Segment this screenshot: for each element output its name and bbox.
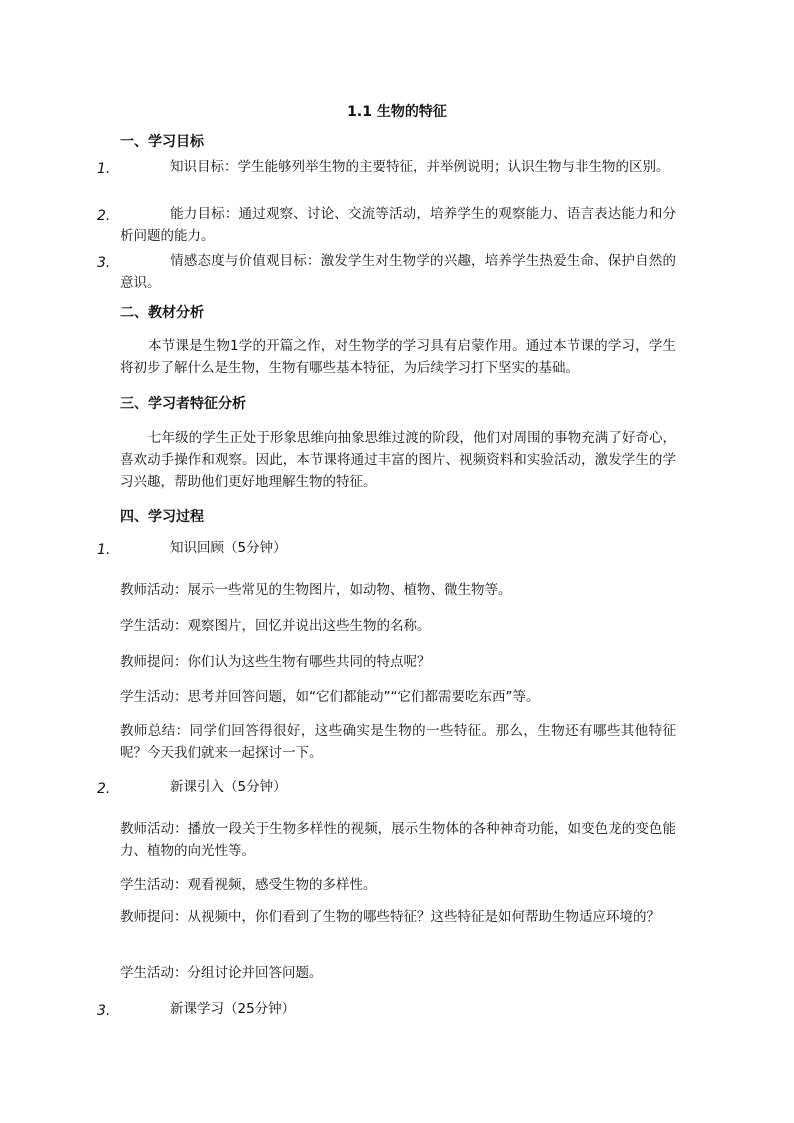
section-heading-process: 四、学习过程 bbox=[120, 509, 204, 525]
activity-line: 教师提问：你们认为这些生物有哪些共同的特点呢？ bbox=[120, 654, 431, 670]
goal-item-ability bbox=[120, 203, 676, 247]
activity-line: 教师提问：从视频中，你们看到了生物的哪些特征？这些特征是如何帮助生物适应环境的？ bbox=[120, 909, 660, 925]
document-title: 1.1 生物的特征 bbox=[347, 104, 447, 120]
goal-text: 情感态度与价值观目标：激发学生对生物学的兴趣，培养学生热爱生命、保护自然的意识。 bbox=[120, 253, 676, 291]
materials-paragraph: 本节课是生物1学的开篇之作，对生物学的学习具有启蒙作用。通过本节课的学习，学生将初步了解什么是生物，生物有哪些基本特征，为后续学习打下坚实的基础。 bbox=[120, 338, 676, 376]
list-number: 1. bbox=[97, 161, 111, 177]
step-label-intro: 新课引入（5分钟） bbox=[170, 779, 287, 795]
learners-paragraph: 七年级的学生正处于形象思维向抽象思维过渡的阶段，他们对周围的事物充满了好奇心，喜欢动手操作和观察。因此，本节课将通过丰富的图片、视频资料和实验活动，激发学生的学习兴趣，帮助他们更好地理解生物的特征。 bbox=[120, 430, 676, 490]
activity-line: 教师活动：播放一段关于生物多样性的视频，展示生物体的各种神奇功能，如变色龙的变色能力、植物的向光性等。 bbox=[120, 821, 676, 859]
list-number: 3. bbox=[97, 255, 111, 271]
step-label-new-learning: 新课学习（25分钟） bbox=[170, 1001, 296, 1017]
list-number: 2. bbox=[97, 781, 111, 797]
section-heading-learners: 三、学习者特征分析 bbox=[120, 396, 246, 412]
activity-line: 学生活动：思考并回答问题，如“它们都能动”“它们都需要吃东西”等。 bbox=[120, 689, 540, 705]
goal-item-knowledge bbox=[120, 156, 676, 178]
goal-text: 知识目标：学生能够列举生物的主要特征，并举例说明；认识生物与非生物的区别。 bbox=[170, 159, 670, 175]
activity-line: 学生活动：观察图片，回忆并说出这些生物的名称。 bbox=[120, 618, 431, 634]
section-heading-materials: 二、教材分析 bbox=[120, 305, 204, 321]
list-number: 3. bbox=[97, 1003, 111, 1019]
goal-item-attitude bbox=[120, 250, 676, 294]
goal-text: 能力目标：通过观察、讨论、交流等活动，培养学生的观察能力、语言表达能力和分析问题的能力。 bbox=[120, 206, 676, 244]
activity-line: 教师活动：展示一些常见的生物图片，如动物、植物、微生物等。 bbox=[120, 582, 512, 598]
step-label-review: 知识回顾（5分钟） bbox=[170, 540, 287, 556]
list-number: 1. bbox=[97, 542, 111, 558]
section-heading-goals: 一、学习目标 bbox=[120, 134, 204, 150]
activity-line: 教师总结：同学们回答得很好，这些确实是生物的一些特征。那么，生物还有哪些其他特征呢？今天我们就来一起探讨一下。 bbox=[120, 723, 676, 761]
list-number: 2. bbox=[97, 208, 111, 224]
activity-line: 学生活动：分组讨论并回答问题。 bbox=[120, 965, 323, 981]
activity-line: 学生活动：观看视频，感受生物的多样性。 bbox=[120, 877, 377, 893]
